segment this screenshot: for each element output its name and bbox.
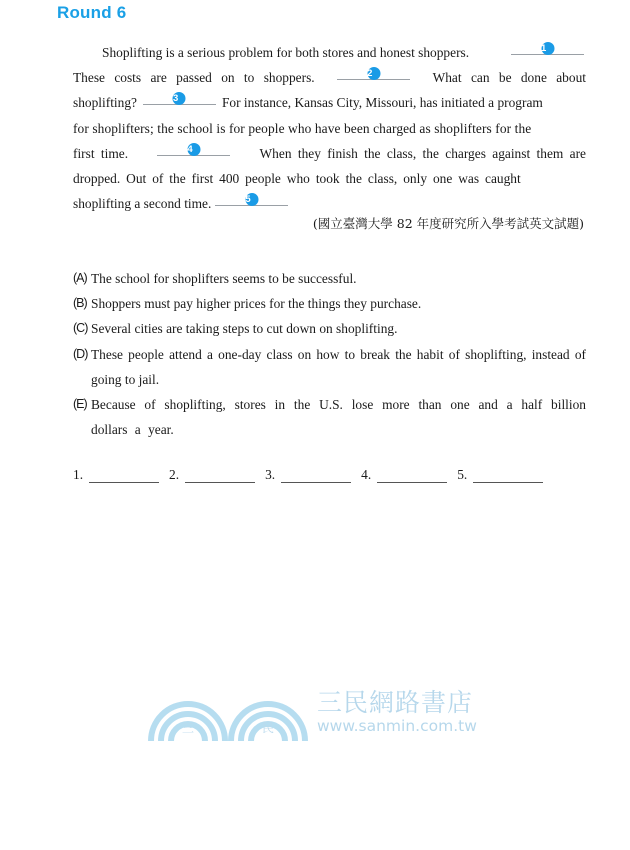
options-list — [73, 266, 586, 442]
passage-text: When they finish the class, the charges against them are — [259, 145, 586, 161]
passage-line-5 — [73, 141, 586, 166]
passage-text: What can be done about — [432, 70, 586, 86]
answer-blank-5[interactable] — [473, 469, 543, 483]
watermark-url: www.sanmin.com.tw — [317, 717, 477, 735]
option-text: Because of shoplifting, stores in the U.S. lose more than one and a half billion dollars a year. — [91, 397, 586, 438]
logo-char-san: 三 — [182, 721, 195, 735]
passage-line-4 — [73, 116, 586, 141]
blank-number-badge: 1 — [541, 42, 554, 55]
answer-number: 1. — [73, 467, 84, 482]
blank-number-badge: 3 — [173, 92, 186, 105]
option-d — [73, 342, 586, 392]
answer-blank-1[interactable] — [89, 469, 159, 483]
passage-text: dropped. Out of the first 400 people who took the class, only one was caught — [73, 170, 521, 186]
sanmin-logo-arches-icon — [145, 683, 315, 743]
option-b — [73, 291, 586, 316]
answer-1 — [73, 467, 159, 483]
passage-text: for shoplifters; the school is for people who have been charged as shoplifters for the — [73, 120, 532, 136]
blank-2[interactable] — [337, 65, 410, 80]
option-a — [73, 266, 586, 291]
answer-blank-2[interactable] — [185, 469, 255, 483]
passage-text: These costs are passed on to shoppers. — [73, 70, 315, 86]
answer-row — [73, 467, 553, 483]
blank-1[interactable] — [511, 40, 584, 55]
answer-3 — [265, 467, 351, 483]
passage-line-6 — [73, 166, 586, 191]
passage-line-2 — [73, 65, 586, 90]
blank-number-badge: 5 — [245, 193, 258, 206]
option-letter: (C) — [73, 321, 88, 336]
answer-number: 4. — [361, 467, 372, 482]
answer-number: 3. — [265, 467, 276, 482]
sanmin-watermark — [145, 683, 505, 743]
option-e — [73, 392, 586, 442]
passage-text: first time. — [73, 145, 129, 161]
option-letter: (B) — [73, 296, 87, 311]
passage-line-7 — [73, 191, 586, 216]
answer-2 — [169, 467, 255, 483]
logo-char-min: 民 — [262, 721, 275, 735]
passage-line-3 — [73, 90, 586, 115]
option-c — [73, 316, 586, 341]
answer-blank-4[interactable] — [377, 469, 447, 483]
passage-line-1 — [73, 40, 586, 65]
answer-number: 5. — [457, 467, 468, 482]
passage-text: shoplifting a second time. — [73, 196, 212, 212]
passage-text: shoplifting? — [73, 95, 137, 111]
option-letter: (E) — [73, 397, 87, 412]
blank-3[interactable] — [143, 90, 216, 105]
blank-5[interactable] — [215, 191, 288, 206]
option-text: These people attend a one-day class on how to break the habit of shoplifting, instead of going to jail. — [91, 346, 586, 387]
round-title: Round 6 — [57, 3, 127, 22]
watermark-name: 三民網路書店 — [317, 688, 474, 717]
passage — [73, 40, 586, 216]
blank-number-badge: 2 — [367, 67, 380, 80]
option-letter: (A) — [73, 271, 87, 285]
answer-4 — [361, 467, 447, 483]
answer-5 — [457, 467, 543, 483]
passage-text: For instance, Kansas City, Missouri, has initiated a program — [221, 95, 543, 111]
passage-text: Shoplifting is a serious problem for both stores and honest shoppers. — [102, 45, 470, 60]
option-text: Shoppers must pay higher prices for the things they purchase. — [91, 296, 422, 312]
source-citation: (國立臺灣大學 82 年度研究所入學考試英文試題) — [312, 216, 584, 231]
answer-blank-3[interactable] — [281, 469, 351, 483]
blank-number-badge: 4 — [187, 143, 200, 156]
blank-4[interactable] — [157, 141, 230, 156]
option-text: The school for shoplifters seems to be successful. — [91, 271, 357, 286]
option-text: Several cities are taking steps to cut down on shoplifting. — [91, 321, 398, 337]
option-letter: (D) — [73, 346, 88, 361]
answer-number: 2. — [169, 467, 180, 482]
